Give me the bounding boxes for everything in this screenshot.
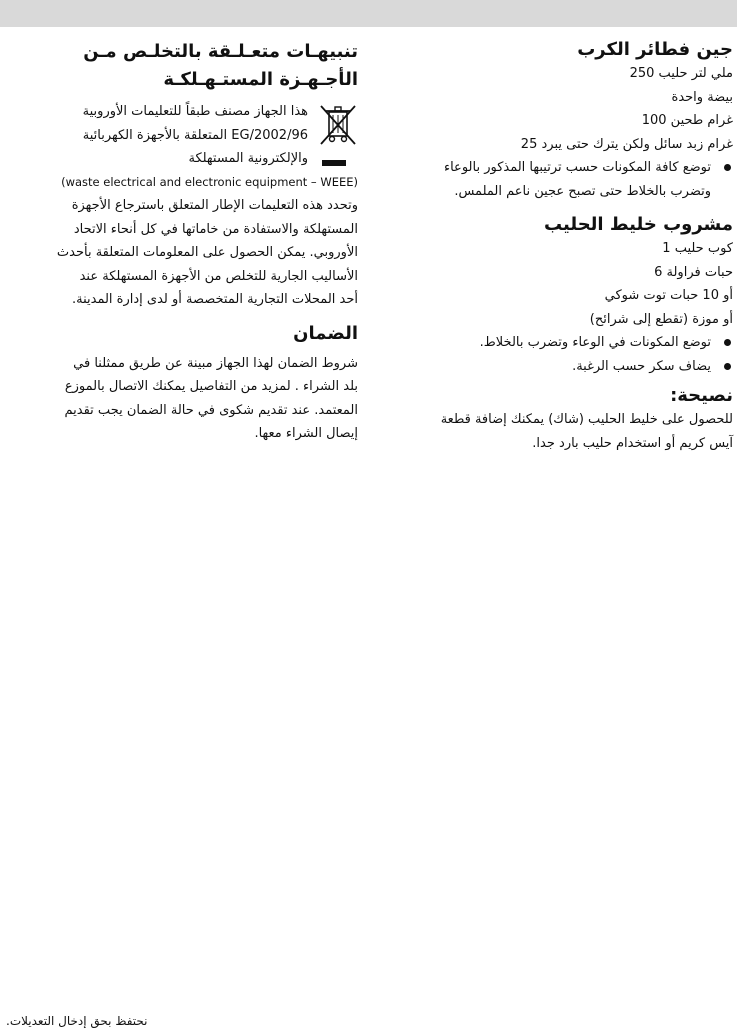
weee-black-bar <box>322 160 346 166</box>
weee-line-3: والإلكترونية المستهلكة <box>188 151 308 166</box>
crepes-title: جين فطائر الكرب <box>577 39 733 60</box>
bullet-dot <box>724 164 731 171</box>
weee-notice <box>12 100 358 171</box>
weee-english: (waste electrical and electronic equipment – WEEE) <box>61 174 358 189</box>
milkshake-step-1-text: توضع المكونات في الوعاء وتضرب بالخلاط. <box>479 335 711 350</box>
milkshake-step-1 <box>382 331 733 355</box>
weee-line-2: 2002/96/EG المتعلقة بالأجهزة الكهربائية <box>82 127 308 143</box>
disposal-para-3: الأوروبي. يمكن الحصول على المعلومات المتعلقة بأحدث <box>56 245 358 260</box>
milkshake-title: مشروب خليط الحليب <box>543 214 733 235</box>
bullet-dot <box>724 339 731 346</box>
left-column <box>12 38 358 446</box>
crepes-ingredient-1: 250 ملي لتر حليب <box>629 66 733 81</box>
footer-note: نحتفظ بحق إدخال التعديلات. <box>6 1014 148 1028</box>
tip-title: نصيحة: <box>670 385 733 406</box>
crepes-ingredient-2: بيضة واحدة <box>671 89 733 105</box>
crepes-instruction-line-2: وتضرب بالخلاط حتى تصبح عجين ناعم الملمس. <box>454 183 711 199</box>
disposal-title-line-2: الأجـهـزة المستـهـلكـة <box>163 69 358 90</box>
weee-line-1: هذا الجهاز مصنف طبقاً للتعليمات الأوروبية <box>82 104 308 119</box>
crepes-instruction <box>382 156 733 203</box>
tip-line-1: للحصول على خليط الحليب (شاك) يمكنك إضافة قطعة <box>440 412 733 427</box>
disposal-para-2: المستهلكة والاستفادة من خاماتها في كل أنحاء الاتحاد <box>73 221 358 237</box>
warranty-para-2: بلد الشراء . لمزيد من التفاصيل يمكنك الاتصال بالموزع <box>64 379 358 394</box>
crossed-out-wheeled-bin-icon <box>318 102 358 148</box>
right-column <box>382 38 733 455</box>
disposal-para-1: وتحدد هذه التعليمات الإطار المتعلق باسترجاع الأجهزة <box>71 198 358 213</box>
disposal-para-4: الأساليب الجارية للتخلص من الأجهزة المستهلكة عند <box>79 268 358 284</box>
tip-line-2: آيس كريم أو استخدام حليب بارد جدا. <box>532 435 733 451</box>
crepes-ingredient-3: 100 غرام طحين <box>641 113 733 128</box>
milkshake-ingredient-3: أو 10 حبات توت شوكي <box>604 288 733 303</box>
disposal-para-5: أحد المحلات التجارية المتخصصة أو لدى إدارة المدينة. <box>71 292 358 307</box>
bullet-dot <box>724 363 731 370</box>
crepes-ingredient-4: 25 غرام زبد سائل ولكن يترك حتى يبرد <box>520 136 733 152</box>
warranty-para-1: شروط الضمان لهذا الجهاز مبينة عن طريق ممثلنا في <box>73 355 358 371</box>
crepes-instruction-line-1: توضع كافة المكونات حسب ترتيبها المذكور بالوعاء <box>443 160 711 175</box>
milkshake-ingredient-2: 6 حبات فراولة <box>654 264 733 280</box>
milkshake-step-2 <box>382 355 733 379</box>
warranty-para-3: المعتمد. عند تقديم شكوى في حالة الضمان يجب تقديم <box>64 402 358 418</box>
warranty-title: الضمان <box>293 322 358 344</box>
warranty-para-4: إيصال الشراء معها. <box>254 426 358 441</box>
disposal-title-line-1: تنبيهـات متعـلـقة بالتخلـص مـن <box>83 41 358 62</box>
milkshake-ingredient-4: أو موزة (تقطع إلى شرائح) <box>589 311 733 327</box>
header-bar <box>0 0 737 27</box>
milkshake-ingredient-1: 1 كوب حليب <box>662 241 733 256</box>
milkshake-step-2-text: يضاف سكر حسب الرغبة. <box>572 358 711 374</box>
